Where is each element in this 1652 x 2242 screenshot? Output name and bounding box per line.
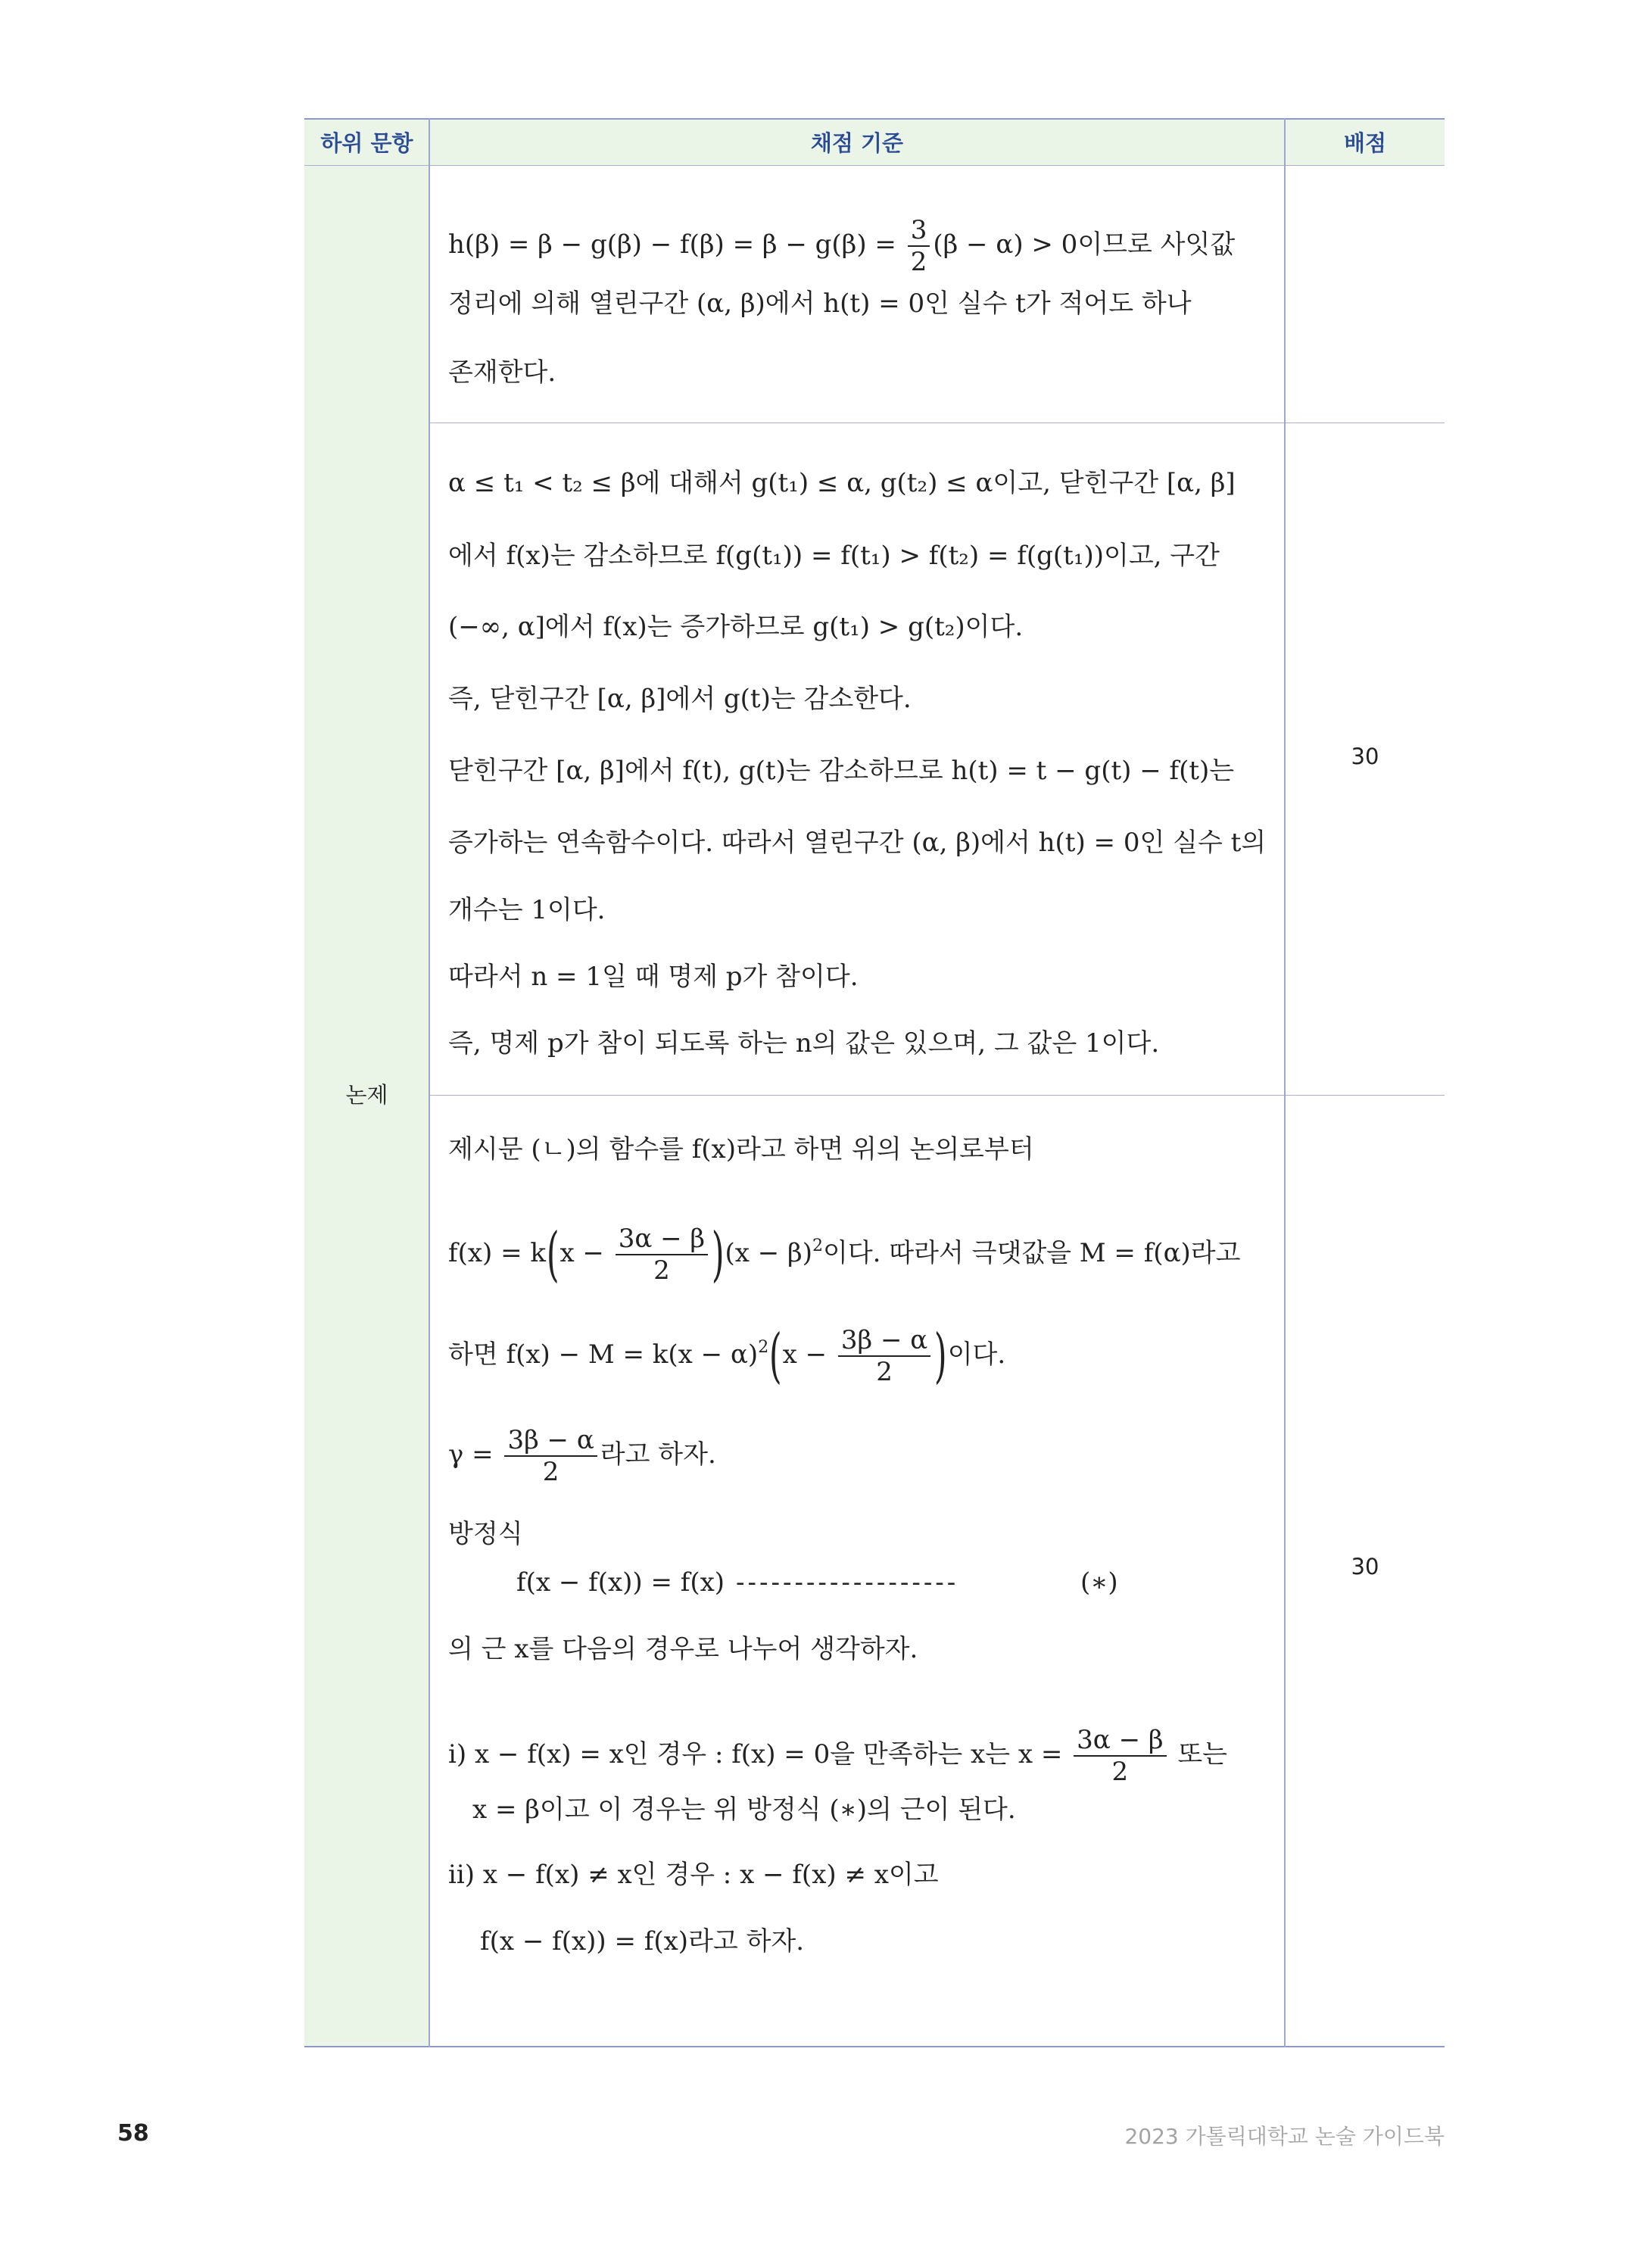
s3-case2: ii) x − f(x) ≠ x인 경우 : x − f(x) ≠ x이고 bbox=[448, 1860, 939, 1890]
s2-line-1: α ≤ t₁ < t₂ ≤ β에 대해서 g(t₁) ≤ α, g(t₂) ≤ α이고, 닫힌구간 [α, β] bbox=[448, 468, 1236, 498]
s3-gamma-fraction bbox=[504, 1425, 597, 1487]
grading-table bbox=[304, 118, 1445, 2047]
s3-eq1-inner: x − bbox=[559, 1238, 612, 1268]
s1-line-2: 정리에 의해 열린구간 (α, β)에서 h(t) = 0인 실수 t가 적어도 하나 bbox=[448, 288, 1192, 319]
s1-line-3: 존재한다. bbox=[448, 357, 556, 388]
s3-eq2-inner: x − bbox=[782, 1339, 835, 1370]
s1-eq-left: h(β) = β − g(β) − f(β) = β − g(β) = bbox=[448, 229, 905, 260]
s3-eq1-rparen: ) bbox=[711, 1221, 725, 1289]
column-divider-2 bbox=[1284, 118, 1286, 2047]
s1-eq-right: (β − α) > 0이므로 사잇값 bbox=[933, 229, 1236, 260]
s3-gamma-left: γ = bbox=[448, 1439, 502, 1470]
header-bottom-border bbox=[304, 165, 1445, 166]
s3-eq1-den: 2 bbox=[653, 1255, 670, 1286]
s2-line-8: 따라서 n = 1일 때 명제 p가 참이다. bbox=[448, 962, 859, 992]
page-number: 58 bbox=[117, 2120, 149, 2147]
s3-case1-right: 또는 bbox=[1169, 1739, 1228, 1770]
header-subitem: 하위 문항 bbox=[320, 129, 413, 156]
book-title: 2023 가톨릭대학교 논술 가이드북 bbox=[1124, 2124, 1445, 2149]
s1-frac-den: 2 bbox=[910, 247, 927, 277]
s3-eqn-label: 방정식 bbox=[448, 1519, 523, 1549]
s2-line-7: 개수는 1이다. bbox=[448, 895, 606, 925]
s3-eq1-lparen: ( bbox=[546, 1221, 559, 1289]
s3-eq1-sup: 2 bbox=[812, 1236, 823, 1255]
s3-case1-fraction bbox=[1074, 1725, 1166, 1787]
s3-case1-left: i) x − f(x) = x인 경우 : f(x) = 0을 만족하는 x는 x = bbox=[448, 1739, 1071, 1770]
s3-eq2-fraction bbox=[838, 1325, 930, 1387]
s3-eq2-den: 2 bbox=[876, 1357, 893, 1387]
s2-score: 30 bbox=[1351, 744, 1379, 769]
s3-gamma-num: 3β − α bbox=[504, 1425, 597, 1457]
s3-eq2-num: 3β − α bbox=[838, 1325, 930, 1357]
s2-line-4: 즉, 닫힌구간 [α, β]에서 g(t)는 감소한다. bbox=[448, 684, 912, 714]
s3-cases-intro: 의 근 x를 다음의 경우로 나누어 생각하자. bbox=[448, 1634, 918, 1664]
s3-eq2-rparen: ) bbox=[934, 1322, 947, 1390]
s3-eq2-left: 하면 f(x) − M = k(x − α) bbox=[448, 1339, 759, 1370]
s1-line-1 bbox=[448, 215, 1273, 277]
s3-case2-cont: f(x − f(x)) = f(x)라고 하자. bbox=[480, 1926, 805, 1957]
s3-gamma bbox=[448, 1425, 1273, 1487]
s3-eq2-sup: 2 bbox=[758, 1338, 769, 1357]
s3-case1-cont: x = β이고 이 경우는 위 방정식 (∗)의 근이 된다. bbox=[472, 1795, 1016, 1825]
table-bottom-border bbox=[304, 2046, 1445, 2047]
s3-eq1 bbox=[448, 1221, 1273, 1289]
subitem-topic: 논제 bbox=[345, 1082, 388, 1108]
header-score: 배점 bbox=[1343, 129, 1387, 156]
s3-case1-num: 3α − β bbox=[1074, 1725, 1166, 1757]
s2-line-2: 에서 f(x)는 감소하므로 f(g(t₁)) = f(t₁) > f(t₂) = f(g(t₁))이고, 구간 bbox=[448, 541, 1220, 571]
s2-line-5: 닫힌구간 [α, β]에서 f(t), g(t)는 감소하므로 h(t) = t − g(t) − f(t)는 bbox=[448, 756, 1235, 786]
s3-eq1-fraction bbox=[616, 1224, 708, 1286]
s3-eq2-right: 이다. bbox=[947, 1339, 1006, 1370]
s2-line-3: (−∞, α]에서 f(x)는 증가하므로 g(t₁) > g(t₂)이다. bbox=[448, 612, 1024, 642]
s3-eqn-dashes: ------------------- bbox=[736, 1567, 959, 1598]
s3-eq2 bbox=[448, 1322, 1273, 1390]
row-divider-2 bbox=[429, 1095, 1445, 1096]
header-criteria: 채점 기준 bbox=[810, 129, 904, 156]
s2-line-9: 즉, 명제 p가 참이 되도록 하는 n의 값은 있으며, 그 값은 1이다. bbox=[448, 1028, 1160, 1059]
s3-eqn: f(x − f(x)) = f(x) bbox=[516, 1567, 725, 1598]
s3-eq1-right: 이다. 따라서 극댓값을 M = f(α)라고 bbox=[822, 1238, 1241, 1268]
s3-eq2-lparen: ( bbox=[769, 1322, 782, 1390]
s3-score: 30 bbox=[1351, 1554, 1379, 1579]
s3-case1 bbox=[448, 1725, 1273, 1787]
s3-eq1-left: f(x) = k bbox=[448, 1238, 546, 1268]
s3-case1-den: 2 bbox=[1111, 1757, 1129, 1787]
s3-intro: 제시문 (ㄴ)의 함수를 f(x)라고 하면 위의 논의로부터 bbox=[448, 1134, 1034, 1165]
s3-eqn-tag: (∗) bbox=[1080, 1567, 1118, 1598]
s3-eqn-line bbox=[516, 1566, 1273, 1599]
s2-line-6: 증가하는 연속함수이다. 따라서 열린구간 (α, β)에서 h(t) = 0인 실수 t의 bbox=[448, 828, 1267, 858]
s1-fraction bbox=[908, 215, 930, 277]
s1-frac-num: 3 bbox=[908, 215, 930, 247]
s3-eq1-num: 3α − β bbox=[616, 1224, 708, 1255]
s3-gamma-right: 라고 하자. bbox=[600, 1439, 716, 1470]
s3-gamma-den: 2 bbox=[542, 1457, 559, 1487]
s3-eq1-mid: (x − β) bbox=[725, 1238, 812, 1268]
